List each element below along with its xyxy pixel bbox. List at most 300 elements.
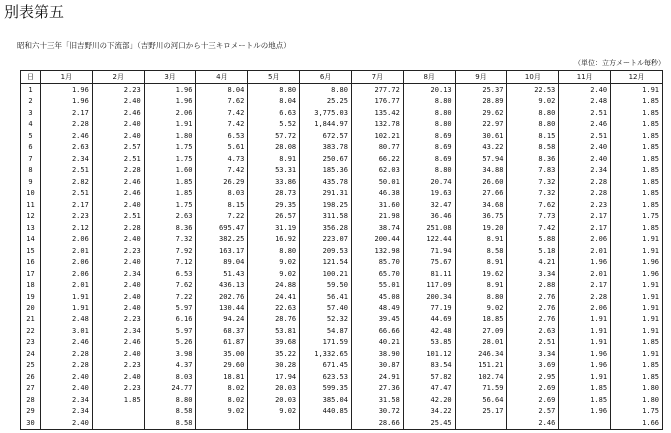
column-header-month: 2月 [92, 71, 144, 84]
flow-value-cell: 20.74 [403, 176, 455, 187]
flow-value-cell: 132.78 [351, 119, 403, 130]
flow-value-cell: 2.28 [41, 348, 93, 359]
flow-value-cell: 2.46 [92, 107, 144, 118]
column-header-month: 5月 [248, 71, 300, 84]
flow-value-cell: 4.21 [507, 256, 559, 267]
flow-value-cell: 1.66 [611, 417, 663, 429]
flow-value-cell: 66.22 [351, 153, 403, 164]
flow-value-cell: 1.75 [144, 153, 196, 164]
flow-value-cell: 2.28 [41, 360, 93, 371]
column-header-month: 9月 [455, 71, 507, 84]
flow-value-cell: 2.57 [507, 406, 559, 417]
flow-value-cell: 2.63 [507, 325, 559, 336]
flow-value-cell: 59.50 [300, 279, 352, 290]
flow-value-cell: 7.42 [196, 164, 248, 175]
flow-value-cell: 2.48 [559, 96, 611, 107]
flow-value-cell: 45.08 [351, 291, 403, 302]
table-row [21, 245, 663, 256]
flow-value-cell: 44.69 [403, 314, 455, 325]
column-header-month: 1月 [41, 71, 93, 84]
flow-value-cell: 19.63 [403, 187, 455, 198]
flow-value-cell: 29.60 [196, 360, 248, 371]
flow-value-cell: 2.46 [92, 337, 144, 348]
flow-value-cell: 200.34 [403, 291, 455, 302]
table-row [21, 222, 663, 233]
flow-value-cell: 30.61 [455, 130, 507, 141]
flow-value-cell: 132.98 [351, 245, 403, 256]
flow-value-cell: 21.98 [351, 210, 403, 221]
flow-value-cell: 2.01 [41, 279, 93, 290]
flow-value-cell: 1.85 [611, 107, 663, 118]
flow-value-cell: 2.40 [92, 199, 144, 210]
flow-value-cell: 8.36 [144, 222, 196, 233]
flow-value-cell: 30.87 [351, 360, 403, 371]
day-cell: 3 [21, 107, 41, 118]
flow-value-cell: 2.23 [92, 360, 144, 371]
flow-value-cell: 47.47 [403, 383, 455, 394]
flow-value-cell: 1.91 [41, 302, 93, 313]
flow-value-cell: 2.40 [92, 130, 144, 141]
flow-value-cell: 176.77 [351, 96, 403, 107]
flow-value-cell: 71.94 [403, 245, 455, 256]
flow-value-cell: 7.32 [507, 187, 559, 198]
flow-value-cell: 2.23 [92, 245, 144, 256]
flow-value-cell: 1.85 [611, 187, 663, 198]
flow-value-cell: 2.51 [92, 153, 144, 164]
table-row [21, 268, 663, 279]
flow-value-cell: 56.41 [300, 291, 352, 302]
column-header-month: 7月 [351, 71, 403, 84]
flow-value-cell: 2.23 [559, 199, 611, 210]
flow-value-cell: 1.80 [144, 130, 196, 141]
flow-value-cell: 5.97 [144, 325, 196, 336]
flow-value-cell: 8.69 [403, 130, 455, 141]
flow-value-cell: 8.02 [196, 383, 248, 394]
flow-value-cell: 171.59 [300, 337, 352, 348]
flow-value-cell: 250.67 [300, 153, 352, 164]
flow-value-cell: 1.91 [611, 233, 663, 244]
flow-value-cell: 2.51 [559, 107, 611, 118]
table-row [21, 187, 663, 198]
flow-value-cell: 8.80 [248, 245, 300, 256]
flow-value-cell: 1.91 [41, 291, 93, 302]
flow-value-cell: 1.85 [559, 383, 611, 394]
flow-value-cell: 18.85 [455, 314, 507, 325]
flow-value-cell: 50.01 [351, 176, 403, 187]
flow-value-cell: 7.62 [144, 279, 196, 290]
flow-value-cell: 1.85 [144, 187, 196, 198]
flow-value-cell: 2.40 [41, 383, 93, 394]
flow-value-cell: 30.72 [351, 406, 403, 417]
flow-value-cell: 1.85 [144, 176, 196, 187]
flow-value-cell: 1.91 [611, 314, 663, 325]
flow-value-cell: 4.73 [196, 153, 248, 164]
flow-value-cell: 28.73 [248, 187, 300, 198]
flow-value-cell: 18.81 [196, 371, 248, 382]
flow-value-cell: 39.68 [248, 337, 300, 348]
flow-value-cell: 1.85 [611, 119, 663, 130]
flow-value-cell: 291.31 [300, 187, 352, 198]
flow-value-cell: 202.76 [196, 291, 248, 302]
flow-value-cell: 34.88 [455, 164, 507, 175]
column-header-month: 3月 [144, 71, 196, 84]
flow-value-cell: 48.49 [351, 302, 403, 313]
flow-value-cell: 135.42 [351, 107, 403, 118]
flow-value-cell: 31.19 [248, 222, 300, 233]
day-cell: 12 [21, 210, 41, 221]
flow-value-cell: 42.20 [403, 394, 455, 405]
table-row [21, 406, 663, 417]
flow-value-cell: 185.36 [300, 164, 352, 175]
flow-value-cell: 40.21 [351, 337, 403, 348]
flow-value-cell: 31.60 [351, 199, 403, 210]
flow-value-cell: 9.02 [196, 406, 248, 417]
flow-value-cell: 36.75 [455, 210, 507, 221]
flow-value-cell: 1.96 [559, 256, 611, 267]
flow-value-cell: 7.83 [507, 164, 559, 175]
flow-value-cell: 2.48 [41, 314, 93, 325]
flow-value-cell: 39.45 [351, 314, 403, 325]
flow-value-cell: 75.67 [403, 256, 455, 267]
flow-value-cell: 4.37 [144, 360, 196, 371]
flow-value-cell: 277.72 [351, 84, 403, 96]
flow-value-cell: 2.34 [92, 268, 144, 279]
day-cell: 22 [21, 325, 41, 336]
flow-value-cell: 8.58 [144, 406, 196, 417]
day-cell: 25 [21, 360, 41, 371]
day-cell: 23 [21, 337, 41, 348]
flow-value-cell: 66.66 [351, 325, 403, 336]
flow-value-cell: 2.28 [92, 222, 144, 233]
flow-value-cell: 22.53 [507, 84, 559, 96]
flow-value-cell: 71.59 [455, 383, 507, 394]
flow-value-cell: 1.85 [611, 141, 663, 152]
flow-value-cell: 2.23 [41, 210, 93, 221]
flow-value-cell [92, 417, 144, 429]
flow-value-cell: 22.63 [248, 302, 300, 313]
flow-value-cell: 2.34 [92, 325, 144, 336]
flow-value-cell: 9.02 [248, 406, 300, 417]
flow-value-cell: 1.91 [144, 119, 196, 130]
flow-value-cell: 1.96 [559, 360, 611, 371]
flow-value-cell: 1.91 [611, 348, 663, 359]
flow-value-cell: 7.62 [507, 199, 559, 210]
column-header-month: 11月 [559, 71, 611, 84]
flow-value-cell: 7.22 [196, 210, 248, 221]
flow-value-cell: 2.57 [92, 141, 144, 152]
flow-value-cell: 2.17 [41, 107, 93, 118]
flow-value-cell: 671.45 [300, 360, 352, 371]
day-cell: 8 [21, 164, 41, 175]
flow-value-cell: 85.70 [351, 256, 403, 267]
flow-value-cell: 1.91 [611, 245, 663, 256]
flow-value-cell: 7.42 [196, 107, 248, 118]
flow-value-cell: 6.53 [144, 268, 196, 279]
flow-value-cell: 130.44 [196, 302, 248, 313]
flow-value-cell: 8.58 [144, 417, 196, 429]
flow-value-cell: 5.52 [248, 119, 300, 130]
flow-value-cell: 7.42 [196, 119, 248, 130]
table-row [21, 233, 663, 244]
flow-value-cell: 55.01 [351, 279, 403, 290]
flow-value-cell: 2.40 [92, 371, 144, 382]
flow-value-cell: 7.32 [507, 176, 559, 187]
flow-value-cell: 599.35 [300, 383, 352, 394]
day-cell: 30 [21, 417, 41, 429]
flow-value-cell: 2.17 [41, 199, 93, 210]
flow-value-cell: 24.91 [351, 371, 403, 382]
flow-value-cell: 1.85 [92, 394, 144, 405]
flow-value-cell: 2.51 [507, 337, 559, 348]
flow-value-cell: 2.17 [559, 222, 611, 233]
flow-value-cell: 8.80 [403, 96, 455, 107]
table-row [21, 119, 663, 130]
flow-value-cell: 1.85 [559, 394, 611, 405]
flow-value-cell: 7.42 [507, 222, 559, 233]
flow-value-cell: 53.31 [248, 164, 300, 175]
flow-value-cell: 43.22 [455, 141, 507, 152]
flow-value-cell: 2.95 [507, 371, 559, 382]
flow-value-cell: 53.81 [248, 325, 300, 336]
table-row [21, 302, 663, 313]
flow-value-cell: 2.51 [559, 130, 611, 141]
header-row [21, 71, 663, 84]
flow-value-cell: 1.96 [611, 256, 663, 267]
flow-value-cell: 2.51 [92, 210, 144, 221]
flow-value-cell: 8.80 [507, 107, 559, 118]
table-row [21, 348, 663, 359]
flow-value-cell: 8.15 [196, 199, 248, 210]
flow-value-cell: 1.96 [559, 406, 611, 417]
flow-value-cell: 440.85 [300, 406, 352, 417]
flow-value-cell: 1.91 [559, 314, 611, 325]
flow-value-cell: 25.45 [403, 417, 455, 429]
flow-value-cell: 3.01 [41, 325, 93, 336]
flow-value-cell: 2.40 [92, 302, 144, 313]
flow-value-cell: 2.40 [92, 119, 144, 130]
flow-value-cell: 68.37 [196, 325, 248, 336]
day-cell: 14 [21, 233, 41, 244]
table-row [21, 279, 663, 290]
flow-value-cell: 7.12 [144, 256, 196, 267]
flow-value-cell: 100.21 [300, 268, 352, 279]
flow-value-cell: 1.85 [611, 164, 663, 175]
flow-value-cell: 77.19 [403, 302, 455, 313]
flow-value-cell [92, 406, 144, 417]
flow-value-cell: 2.40 [92, 233, 144, 244]
table-row [21, 84, 663, 96]
flow-value-cell: 35.00 [196, 348, 248, 359]
flow-value-cell: 8.91 [248, 153, 300, 164]
flow-value-cell: 1.91 [611, 325, 663, 336]
table-row [21, 383, 663, 394]
flow-value-cell: 2.06 [559, 233, 611, 244]
day-cell: 20 [21, 302, 41, 313]
flow-value-cell: 8.80 [403, 119, 455, 130]
flow-value-cell: 5.88 [507, 233, 559, 244]
flow-value-cell [300, 417, 352, 429]
flow-value-cell: 17.94 [248, 371, 300, 382]
table-row [21, 210, 663, 221]
flow-value-cell: 8.04 [196, 84, 248, 96]
flow-value-cell: 1.60 [144, 164, 196, 175]
flow-value-cell: 2.88 [507, 279, 559, 290]
flow-value-cell: 2.40 [92, 291, 144, 302]
flow-value-cell: 2.12 [41, 222, 93, 233]
flow-value-cell: 1.91 [559, 371, 611, 382]
flow-value-cell: 2.40 [559, 84, 611, 96]
flow-value-cell: 200.44 [351, 233, 403, 244]
flow-value-cell: 2.23 [92, 314, 144, 325]
table-row [21, 360, 663, 371]
flow-value-cell: 5.97 [144, 302, 196, 313]
column-header-month: 8月 [403, 71, 455, 84]
flow-value-cell: 2.40 [41, 371, 93, 382]
flow-value-cell: 2.40 [559, 141, 611, 152]
flow-value-cell: 2.28 [41, 119, 93, 130]
flow-value-cell: 3.98 [144, 348, 196, 359]
flow-value-cell: 9.02 [248, 268, 300, 279]
flow-value-cell: 151.21 [455, 360, 507, 371]
flow-value-cell: 8.80 [403, 107, 455, 118]
flow-value-cell: 57.72 [248, 130, 300, 141]
flow-value-cell: 3.69 [507, 360, 559, 371]
flow-value-cell: 22.97 [455, 119, 507, 130]
table-row [21, 417, 663, 429]
flow-value-cell: 311.58 [300, 210, 352, 221]
flow-value-cell: 27.36 [351, 383, 403, 394]
flow-value-cell: 2.40 [41, 417, 93, 429]
flow-value-cell: 2.28 [92, 164, 144, 175]
flow-value-cell: 26.57 [248, 210, 300, 221]
flow-value-cell: 1.85 [611, 337, 663, 348]
flow-value-cell: 2.17 [559, 210, 611, 221]
flow-value-cell: 89.04 [196, 256, 248, 267]
flow-value-cell: 52.32 [300, 314, 352, 325]
flow-value-cell: 1.85 [611, 96, 663, 107]
flow-value-cell [196, 417, 248, 429]
flow-value-cell: 2.46 [507, 417, 559, 429]
day-cell: 21 [21, 314, 41, 325]
flow-value-cell: 56.64 [455, 394, 507, 405]
flow-value-cell: 42.48 [403, 325, 455, 336]
flow-value-cell: 2.06 [41, 268, 93, 279]
flow-value-cell: 1.96 [144, 96, 196, 107]
flow-value-cell: 2.76 [507, 302, 559, 313]
flow-value-cell: 5.18 [507, 245, 559, 256]
unit-label: （単位：立方メートル毎秒） [574, 59, 665, 67]
table-row [21, 141, 663, 152]
flow-value-cell: 2.34 [559, 164, 611, 175]
flow-value-cell: 8.80 [507, 119, 559, 130]
flow-value-cell: 623.53 [300, 371, 352, 382]
flow-value-cell: 2.28 [559, 291, 611, 302]
flow-value-cell: 57.94 [455, 153, 507, 164]
flow-value-cell: 7.32 [144, 233, 196, 244]
flow-value-cell: 1.96 [611, 268, 663, 279]
flow-value-cell: 1.80 [611, 394, 663, 405]
table-row [21, 199, 663, 210]
flow-value-cell: 2.63 [41, 141, 93, 152]
flow-value-cell: 26.60 [455, 176, 507, 187]
flow-value-cell: 31.58 [351, 394, 403, 405]
flow-value-cell: 28.01 [455, 337, 507, 348]
flow-value-cell: 1.75 [611, 210, 663, 221]
flow-value-cell: 5.61 [196, 141, 248, 152]
day-cell: 17 [21, 268, 41, 279]
column-header-month: 4月 [196, 71, 248, 84]
flow-value-cell: 2.06 [559, 302, 611, 313]
flow-value-cell: 46.38 [351, 187, 403, 198]
day-cell: 2 [21, 96, 41, 107]
flow-value-cell [248, 417, 300, 429]
flow-value-cell: 9.02 [248, 256, 300, 267]
flow-value-cell: 8.03 [144, 371, 196, 382]
flow-value-cell: 1.91 [611, 302, 663, 313]
column-header-month: 6月 [300, 71, 352, 84]
flow-value-cell: 2.51 [41, 187, 93, 198]
flow-value-cell: 1.96 [144, 84, 196, 96]
flow-value-cell: 2.46 [41, 130, 93, 141]
flow-value-cell: 3.34 [507, 348, 559, 359]
day-cell: 4 [21, 119, 41, 130]
flow-table [20, 70, 663, 430]
flow-value-cell: 38.90 [351, 348, 403, 359]
flow-value-cell: 117.09 [403, 279, 455, 290]
flow-value-cell: 1.75 [144, 141, 196, 152]
flow-value-cell: 101.12 [403, 348, 455, 359]
flow-value-cell: 2.23 [92, 84, 144, 96]
table-row [21, 394, 663, 405]
flow-value-cell: 2.06 [41, 256, 93, 267]
flow-value-cell: 2.34 [41, 406, 93, 417]
flow-value-cell: 19.20 [455, 222, 507, 233]
flow-value-cell: 83.54 [403, 360, 455, 371]
flow-value-cell: 8.04 [248, 96, 300, 107]
flow-value-cell: 121.54 [300, 256, 352, 267]
flow-value-cell: 25.17 [455, 406, 507, 417]
day-cell: 11 [21, 199, 41, 210]
flow-value-cell: 2.82 [41, 176, 93, 187]
day-cell: 10 [21, 187, 41, 198]
flow-value-cell: 34.68 [455, 199, 507, 210]
flow-value-cell: 1.85 [611, 360, 663, 371]
flow-value-cell: 7.92 [144, 245, 196, 256]
day-cell: 19 [21, 291, 41, 302]
flow-value-cell: 8.80 [455, 291, 507, 302]
flow-value-cell: 382.25 [196, 233, 248, 244]
flow-value-cell: 1.85 [611, 176, 663, 187]
flow-value-cell: 8.58 [455, 245, 507, 256]
flow-value-cell: 8.15 [507, 130, 559, 141]
day-cell: 7 [21, 153, 41, 164]
flow-value-cell: 24.41 [248, 291, 300, 302]
page-title: 別表第五 [4, 3, 65, 21]
table-row [21, 96, 663, 107]
table-body [21, 84, 663, 430]
flow-value-cell: 29.35 [248, 199, 300, 210]
flow-value-cell: 2.46 [92, 187, 144, 198]
flow-value-cell: 2.01 [559, 245, 611, 256]
flow-value-cell: 2.23 [92, 383, 144, 394]
table-row [21, 153, 663, 164]
flow-value-cell: 2.51 [41, 164, 93, 175]
flow-value-cell: 32.47 [403, 199, 455, 210]
flow-value-cell: 28.08 [248, 141, 300, 152]
flow-value-cell: 1.96 [559, 348, 611, 359]
flow-value-cell: 1,332.65 [300, 348, 352, 359]
flow-value-cell [559, 417, 611, 429]
